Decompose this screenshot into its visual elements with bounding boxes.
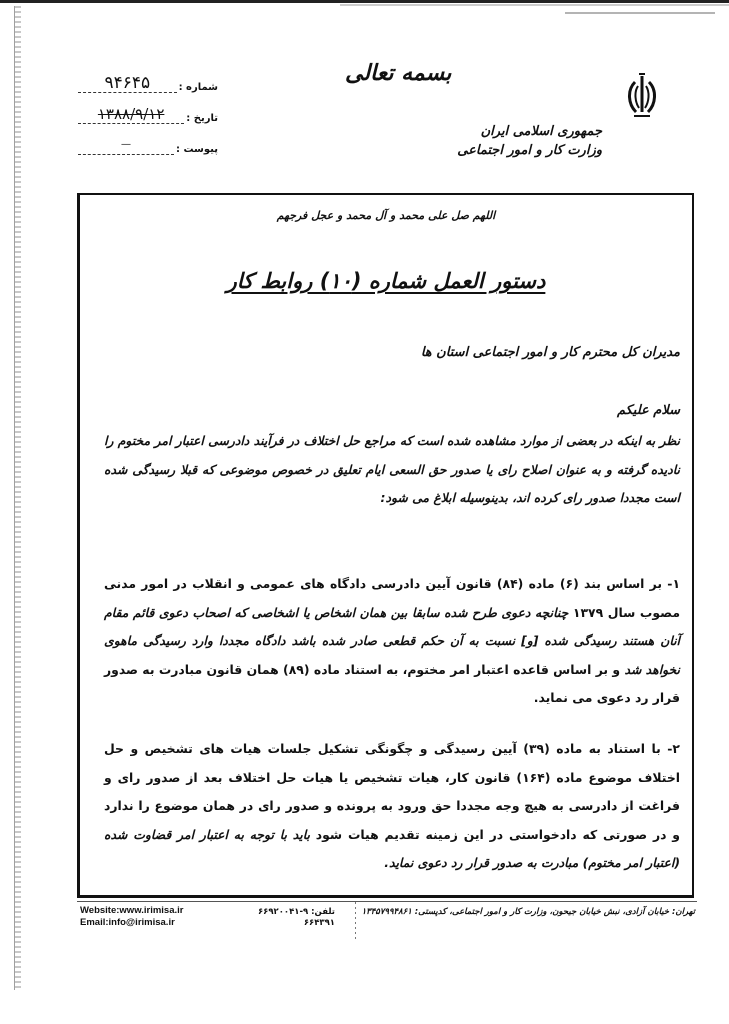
footer-address: تهران: خیابان آزادی، نبش خیابان جیحون، وزارت کار و امور اجتماعی، کدپستی: ۱۳۴۵۷۹۹۴۸۶۱ — [361, 907, 695, 917]
letter-attachment-row — [78, 136, 218, 155]
document-title-text: دستور العمل شماره (۱۰) روابط کار — [226, 269, 546, 293]
item-2-text-b: باید با توجه به اعتبار امر قضاوت شده (اعتبار امر مختوم) مبادرت به صدور قرار رد دعوی نماید. — [104, 826, 680, 870]
org-name-ministry: وزارت کار و امور اجتماعی — [457, 143, 602, 158]
footer-separator — [355, 902, 356, 942]
item-1-text-c: و بر اساس قاعده اعتبار امر مختوم، به استناد ماده (۸۹) همان قانون مبادرت به صدور قرار رد دعوی می نماید. — [104, 661, 680, 705]
addressee: مدیران کل محترم کار و امور اجتماعی استان ها — [420, 345, 680, 360]
basmala-heading: بسمه تعالی — [345, 60, 452, 86]
org-name-country: جمهوری اسلامی ایران — [480, 124, 602, 139]
letter-number-label: شماره : — [178, 82, 218, 93]
scan-artifact-marks — [565, 12, 715, 14]
letter-date-row — [78, 105, 218, 124]
footer-phone — [240, 907, 335, 929]
scan-left-edge-strip — [14, 6, 21, 990]
scan-top-edge — [0, 0, 729, 3]
footer-phone-line1: تلفن: ۹-۶۶۹۲۰۰۴۱ — [257, 907, 335, 917]
item-2-text-a: ۲- با استناد به ماده (۳۹) آیین رسیدگی و چگونگی تشکیل جلسات هیات های تشخیص و حل اختلاف موضوع ماده (۱۶۴) قانون کار، هیات تشخیص یا هیات حل اختلاف بعد از صدور رای و فراغت از دادرسی به هیچ وجه مجددا حق ورود به پرونده و صدور رای در همان موضوع را ندارد و در صورتی که دادخواستی در این زمینه تقدیم هیات شود — [104, 741, 680, 842]
scan-artifact — [340, 4, 729, 6]
letter-attachment-value: — — [78, 136, 174, 155]
letter-date-label: تاریخ : — [186, 113, 218, 124]
intro-paragraph: نظر به اینکه در بعضی از موارد مشاهده شده است که مراجع حل اختلاف در فرآیند دادرسی اعتبار امر مختوم را نادیده گرفته و به عنوان اصلاح رای یا صدور حق السعی ایام تعلیق در خصوص موضوعی که قبلا رسیدگی شده است مجددا صدور رای کرده اند، بدینوسیله ابلاغ می شود: — [104, 433, 680, 505]
letter-number-value: ۹۴۶۴۵ — [78, 74, 177, 93]
footer-divider — [77, 901, 697, 902]
greeting: سلام علیکم — [616, 403, 680, 418]
footer-contact-web — [80, 905, 183, 929]
footer-email: Email:info@irimisa.ir — [80, 917, 175, 928]
letter-number-row — [78, 74, 218, 93]
letter-attachment-label: پیوست : — [175, 144, 218, 155]
iran-emblem-icon — [622, 72, 662, 122]
directive-item-1 — [104, 570, 680, 713]
opening-prayer: اللهم صل علی محمد و آل محمد و عجل فرجهم — [276, 209, 496, 222]
item-1-text-b: چنانچه دعوی طرح شده سابقا بین همان اشخاص یا اشخاصی که اصحاب دعوی قائم مقام آنان هستند رسیدگی شده [و] نسبت به آن حکم قطعی صادر شده باشد دادگاه مجددا وارد رسیدگی ماهوی نخواهد شد — [104, 604, 680, 677]
letter-body-frame — [77, 193, 694, 898]
letter-date-value: ۱۳۸۸/۹/۱۲ — [78, 105, 184, 124]
directive-item-2 — [104, 735, 680, 878]
item-1-text-a: ۱- بر اساس بند (۶) ماده (۸۴) قانون آیین دادرسی دادگاه های عمومی و انقلاب در امور مدنی مصوب سال ۱۳۷۹ — [104, 576, 681, 620]
footer-website: Website:www.irimisa.ir — [80, 905, 184, 916]
document-title — [80, 269, 692, 293]
footer-phone-line2: ۶۶۴۳۹۱ — [303, 918, 335, 928]
